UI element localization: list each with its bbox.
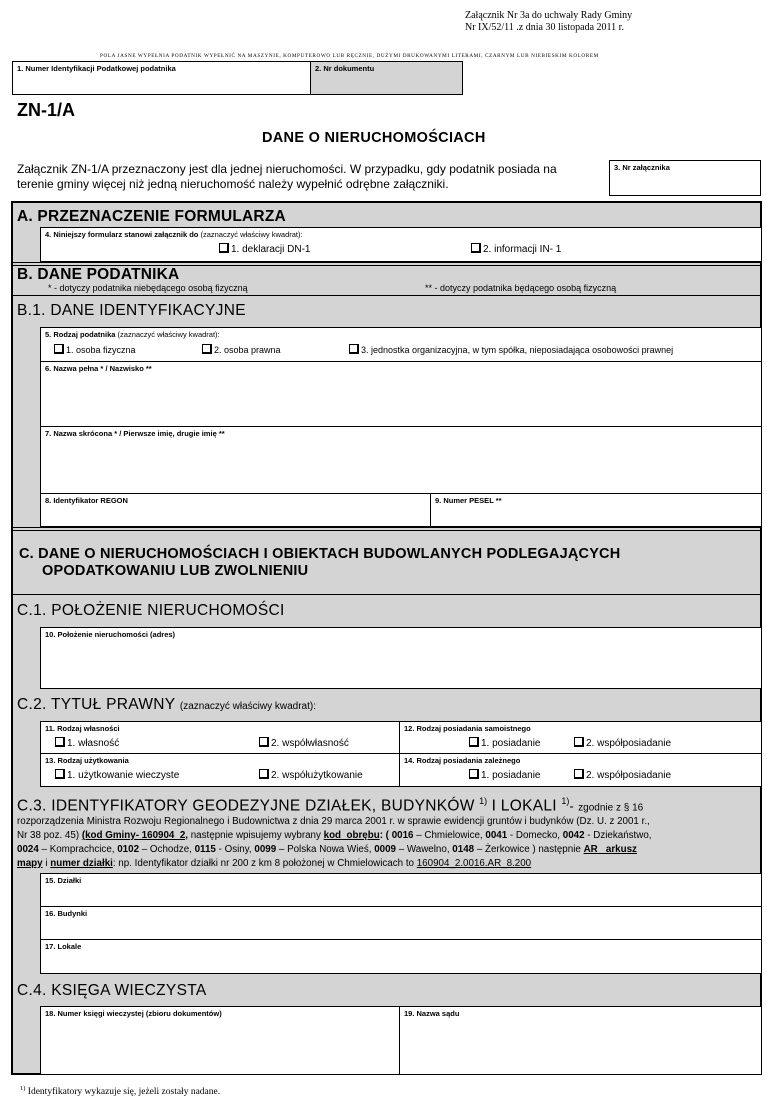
- footnote-number: 1): [20, 1085, 26, 1092]
- form-title: DANE O NIERUCHOMOŚCIACH: [262, 130, 486, 146]
- field-17-label: 17. Lokale: [45, 942, 82, 951]
- intro-text-line2: terenie gminy więcej niż jedną nieruchomość należy wypełnić odrębne załączniki.: [17, 177, 449, 191]
- field-10-property-location[interactable]: [40, 627, 762, 689]
- c3-text: i: [45, 858, 48, 869]
- c3-desc-line2: rozporządzenia Ministra Rozwoju Regionalnego i Budownictwa z dnia 29 marca 2001 r. w sprawie ewidencji gruntów i budynków (Dz. U. z 2001 r.,: [17, 816, 650, 827]
- c3-code: 0041: [485, 830, 508, 841]
- field-6-full-name[interactable]: [40, 361, 762, 427]
- field-11-ownership-type: [40, 721, 400, 754]
- checkbox-icon[interactable]: [574, 737, 584, 747]
- option-organizational-unit[interactable]: [349, 344, 673, 355]
- field-6-label: 6. Nazwa pełna * / Nazwisko **: [45, 364, 152, 373]
- option-possession-label: 1. posiadanie: [481, 738, 541, 749]
- field-13-label: 13. Rodzaj użytkowania: [45, 756, 129, 765]
- section-c-title: [19, 546, 620, 580]
- attachment-note-line1: Załącznik Nr 3a do uchwały Rady Gminy: [465, 10, 633, 21]
- c3-text: : (: [379, 830, 389, 841]
- option-natural-person[interactable]: [54, 344, 136, 355]
- c3-text: – Ochodze,: [141, 844, 192, 855]
- c3-code: 0009: [374, 844, 396, 855]
- field-9-label: 9. Numer PESEL **: [435, 496, 502, 505]
- field-12-independent-possession: [399, 721, 762, 754]
- field-14-dependent-possession: [399, 753, 762, 787]
- checkbox-icon[interactable]: [469, 737, 479, 747]
- field-11-label: 11. Rodzaj własności: [45, 724, 120, 733]
- intro-text-line1: Załącznik ZN-1/A przeznaczony jest dla jednej nieruchomości. W przypadku, gdy podatnik posiada na: [17, 162, 557, 176]
- option-co-ownership-label: 2. współwłasność: [271, 738, 349, 749]
- c3-code: 0148: [452, 844, 475, 855]
- section-c3-title: C.3. IDENTYFIKATORY GEODEZYJNE DZIAŁEK, BUDYNKÓW: [17, 797, 475, 815]
- field-3-label: 3. Nr załącznika: [614, 163, 670, 172]
- option-in1[interactable]: [471, 243, 561, 255]
- divider-line: [11, 295, 762, 296]
- section-c2-heading: [17, 696, 316, 714]
- section-c3-heading: [17, 796, 643, 815]
- field-15-label: 15. Działki: [45, 876, 82, 885]
- fill-instruction: POLA JASNE WYPEŁNIA PODATNIK WYPEŁNIĆ NA MASZYNIE, KOMPUTEROWO LUB RĘCZNIE, DUŻYMI DRUKOWANYMI LITERAMI, CZARNYM LUB NIEBIESKIM KOLOREM: [100, 53, 599, 59]
- option-co-possession[interactable]: [574, 737, 671, 749]
- option-co-possession-label: 2. współposiadanie: [586, 738, 672, 749]
- option-co-usufruct[interactable]: [259, 769, 363, 781]
- section-c3-description: [17, 815, 759, 871]
- checkbox-icon[interactable]: [55, 769, 65, 779]
- section-c2-title: C.2. TYTUŁ PRAWNY: [17, 696, 176, 713]
- field-10-label: 10. Położenie nieruchomości (adres): [45, 630, 176, 639]
- section-c-title-line1: C. DANE O NIERUCHOMOŚCIACH I OBIEKTACH BUDOWLANYCH PODLEGAJĄCYCH: [19, 546, 621, 562]
- section-c-title-line2: OPODATKOWANIU LUB ZWOLNIENIU: [42, 563, 309, 579]
- field-19-court-name[interactable]: [399, 1006, 762, 1075]
- option-dep-co-possession-label: 2. współposiadanie: [586, 770, 672, 781]
- c3-code: 0099: [254, 844, 277, 855]
- field-8-regon[interactable]: [40, 493, 431, 527]
- c3-code: 0042: [562, 830, 585, 841]
- footnote: [20, 1085, 220, 1097]
- field-5-taxpayer-type: [40, 327, 762, 362]
- checkbox-icon[interactable]: [471, 243, 481, 253]
- checkbox-icon[interactable]: [349, 344, 359, 354]
- field-2-label: 2. Nr dokumentu: [315, 64, 375, 73]
- c3-desc-line3: [17, 829, 759, 843]
- section-c3-dash: -: [569, 798, 574, 814]
- footnote-text: Identyfikatory wykazuje się, jeżeli zostały nadane.: [27, 1087, 221, 1098]
- checkbox-icon[interactable]: [259, 769, 269, 779]
- section-c3-title-b: I LOKALI: [491, 797, 557, 815]
- field-16-label: 16. Budynki: [45, 909, 88, 918]
- field-2-doc-number: [310, 61, 463, 95]
- c3-text: następnie wpisujemy wybrany: [190, 830, 321, 841]
- section-b1-title: B.1. DANE IDENTYFIKACYJNE: [17, 302, 246, 319]
- option-dep-co-possession[interactable]: [574, 769, 671, 781]
- c3-desc-line4: [17, 843, 759, 857]
- option-dep-possession[interactable]: [469, 769, 541, 781]
- field-1-nip[interactable]: [12, 61, 311, 95]
- attachment-note: [465, 10, 632, 34]
- field-7-short-name[interactable]: [40, 426, 762, 494]
- checkbox-icon[interactable]: [202, 344, 212, 354]
- checkbox-icon[interactable]: [219, 243, 229, 253]
- option-organizational-unit-label: 3. jednostka organizacyjna, w tym spółka, nieposiadająca osobowości prawnej: [361, 345, 674, 355]
- field-3-attachment-number[interactable]: [609, 160, 761, 196]
- c3-desc-line5: [17, 857, 759, 871]
- c3-text: – Wawelno,: [398, 844, 450, 855]
- section-c4-title: C.4. KSIĘGA WIECZYSTA: [17, 982, 207, 999]
- option-dn1[interactable]: [219, 243, 310, 255]
- field-16-buildings[interactable]: [40, 906, 762, 940]
- option-dep-possession-label: 1. posiadanie: [481, 770, 541, 781]
- option-natural-person-label: 1. osoba fizyczna: [66, 345, 136, 355]
- field-5-hint: (zaznaczyć właściwy kwadrat):: [117, 330, 220, 339]
- checkbox-icon[interactable]: [574, 769, 584, 779]
- option-co-usufruct-label: 2. współużytkowanie: [271, 770, 363, 781]
- field-17-premises[interactable]: [40, 939, 762, 974]
- section-b-note2: ** - dotyczy podatnika będącego osobą fizyczną: [425, 283, 617, 293]
- c3-precinct-code: kod_obrębu: [323, 830, 380, 841]
- section-c2-hint: (zaznaczyć właściwy kwadrat):: [179, 701, 317, 712]
- c3-text: – Komprachcice,: [41, 844, 115, 855]
- field-5-label: 5. Rodzaj podatnika: [45, 330, 116, 339]
- option-legal-person[interactable]: [202, 344, 281, 355]
- c3-text: Nr 38 poz. 45): [17, 830, 80, 841]
- c3-code: 0115: [194, 844, 216, 855]
- section-c3-lead: zgodnie z § 16: [578, 802, 644, 814]
- section-c1-title: C.1. POŁOŻENIE NIERUCHOMOŚCI: [17, 602, 285, 619]
- c3-code: 0102: [117, 844, 140, 855]
- option-perpetual-usufruct-label: 1. użytkowanie wieczyste: [67, 770, 180, 781]
- option-possession[interactable]: [469, 737, 541, 749]
- option-in1-label: 2. informacji IN- 1: [483, 244, 562, 255]
- c3-text: – Polska Nowa Wieś,: [278, 844, 372, 855]
- option-perpetual-usufruct[interactable]: [55, 769, 179, 781]
- checkbox-icon[interactable]: [469, 769, 479, 779]
- option-dn1-label: 1. deklaracji DN-1: [231, 244, 311, 255]
- field-7-label: 7. Nazwa skrócona * / Pierwsze imię, drugie imię **: [45, 429, 225, 438]
- footnote-marker: 1): [479, 796, 488, 806]
- option-ownership-label: 1. własność: [67, 738, 120, 749]
- section-divider: [11, 527, 762, 531]
- c3-text: - Dziekaństwo,: [587, 830, 652, 841]
- checkbox-icon[interactable]: [259, 737, 269, 747]
- c3-map: mapy: [17, 858, 43, 869]
- field-4-hint: (zaznaczyć właściwy kwadrat):: [200, 230, 303, 239]
- c3-code: 0024: [17, 844, 39, 855]
- footnote-marker: 1): [561, 796, 570, 806]
- attachment-note-line2: Nr IX/52/11 .z dnia 30 listopada 2011 r.: [465, 22, 624, 33]
- intro-text: [17, 162, 557, 192]
- field-9-pesel[interactable]: [430, 493, 762, 527]
- c3-text: - Osiny,: [218, 844, 252, 855]
- section-a-title: A. PRZEZNACZENIE FORMULARZA: [17, 208, 286, 225]
- section-b-title: B. DANE PODATNIKA: [17, 266, 180, 283]
- c3-sheet-code: AR_ arkusz: [583, 844, 637, 855]
- c3-plot-number: numer działki: [50, 858, 113, 869]
- field-8-label: 8. Identyfikator REGON: [45, 496, 128, 505]
- c3-text: – Chmielowice,: [416, 830, 483, 841]
- checkbox-icon[interactable]: [55, 737, 65, 747]
- field-18-label: 18. Numer księgi wieczystej (zbioru dokumentów): [45, 1009, 222, 1018]
- field-15-plots[interactable]: [40, 873, 762, 907]
- c3-text: : np. Identyfikator działki nr 200 z km 8 położonej w Chmielowicach to: [112, 858, 414, 869]
- checkbox-icon[interactable]: [54, 344, 64, 354]
- field-13-usage-type: [40, 753, 400, 787]
- field-4-label: 4. Niniejszy formularz stanowi załącznik do: [45, 230, 199, 239]
- c3-code: 0016: [391, 830, 414, 841]
- section-b-note1: * - dotyczy podatnika niebędącego osobą fizyczną: [48, 283, 248, 293]
- c3-text: - Domecko,: [509, 830, 561, 841]
- field-1-label: 1. Numer Identyfikacji Podatkowej podatnika: [17, 64, 176, 73]
- field-12-label: 12. Rodzaj posiadania samoistnego: [404, 724, 531, 733]
- c3-municipality-code: (kod Gminy- 160904_2,: [81, 830, 188, 841]
- divider-line: [11, 594, 762, 595]
- field-19-label: 19. Nazwa sądu: [404, 1009, 460, 1018]
- form-code: ZN-1/A: [17, 100, 75, 120]
- option-legal-person-label: 2. osoba prawna: [214, 345, 281, 355]
- field-18-land-register[interactable]: [40, 1006, 400, 1075]
- option-co-ownership[interactable]: [259, 737, 349, 749]
- field-14-label: 14. Rodzaj posiadania zależnego: [404, 756, 521, 765]
- field-4-form-purpose: [40, 227, 762, 262]
- c3-text: – Żerkowice ) następnie: [476, 844, 581, 855]
- option-ownership[interactable]: [55, 737, 119, 749]
- c3-example-id: 160904_2.0016.AR_8.200: [416, 858, 532, 869]
